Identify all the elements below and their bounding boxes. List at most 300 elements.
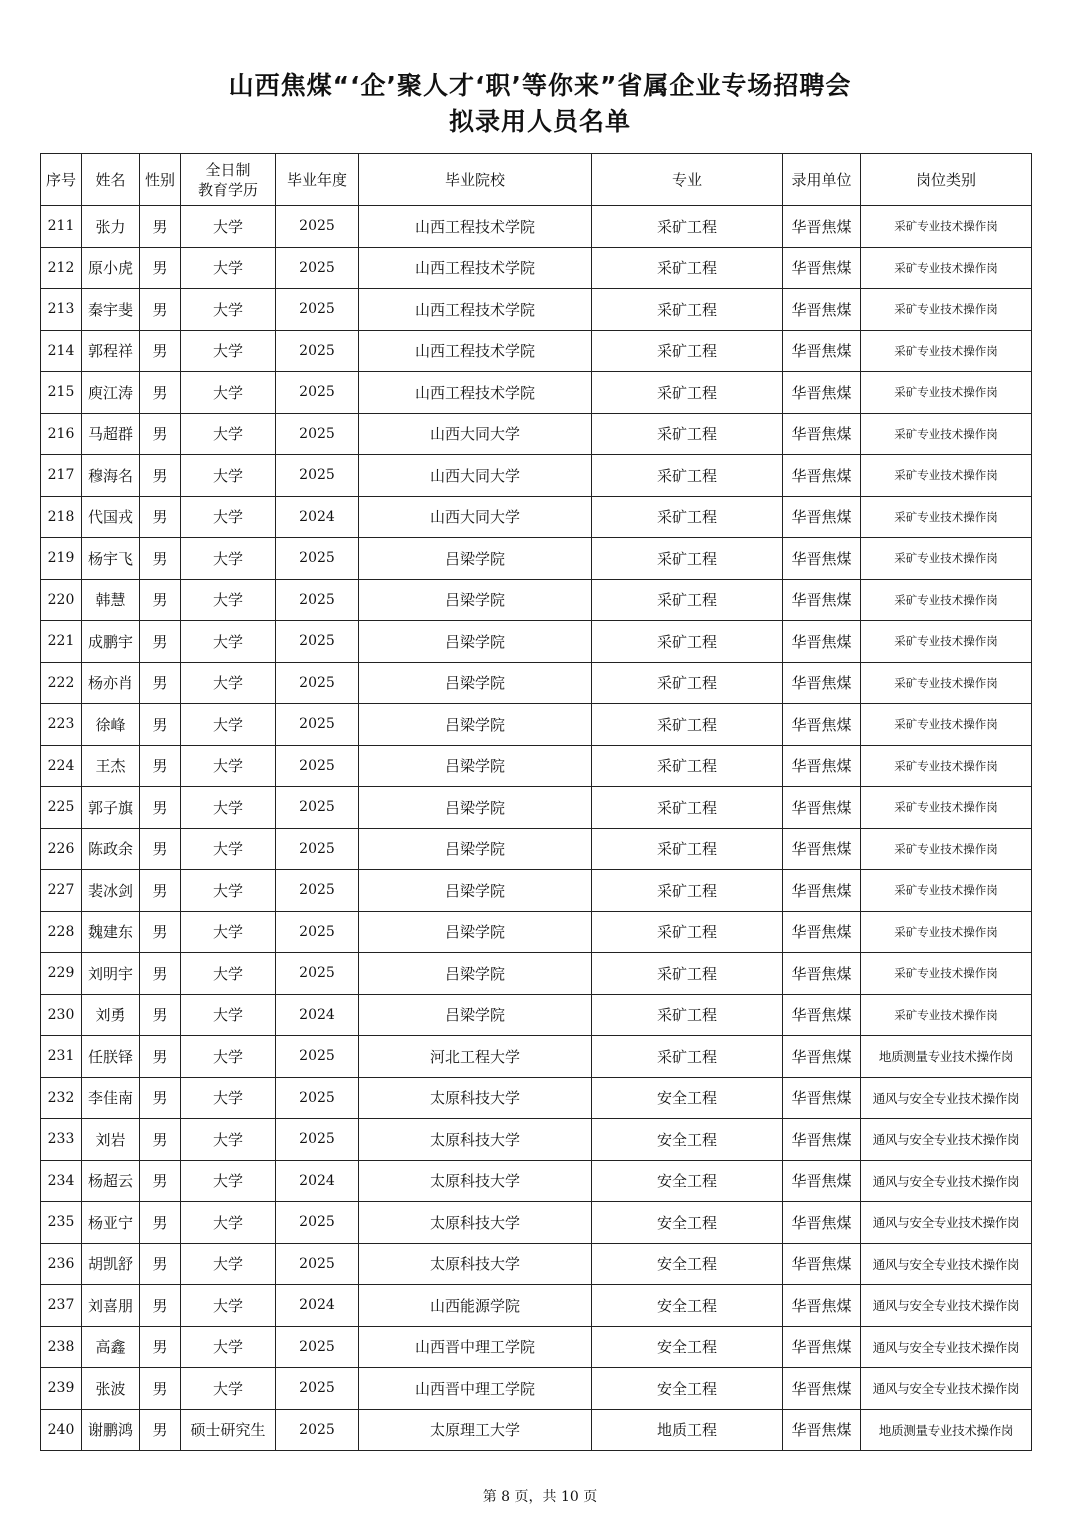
cell-seq: 221 [41, 621, 82, 663]
cell-school: 太原科技大学 [359, 1202, 592, 1244]
cell-gender: 男 [140, 247, 181, 289]
table-row [41, 621, 1032, 663]
cell-post: 采矿专业技术操作岗 [861, 538, 1032, 580]
cell-seq: 229 [41, 953, 82, 995]
cell-major: 安全工程 [592, 1119, 783, 1161]
cell-seq: 232 [41, 1077, 82, 1119]
cell-unit: 华晋焦煤 [783, 206, 861, 248]
cell-gender: 男 [140, 538, 181, 580]
cell-gender: 男 [140, 206, 181, 248]
cell-seq: 224 [41, 745, 82, 787]
cell-major: 采矿工程 [592, 953, 783, 995]
cell-seq: 240 [41, 1409, 82, 1451]
cell-major: 地质工程 [592, 1409, 783, 1451]
cell-post: 地质测量专业技术操作岗 [861, 1036, 1032, 1078]
cell-school: 太原科技大学 [359, 1160, 592, 1202]
cell-education: 大学 [181, 455, 276, 497]
cell-year: 2025 [276, 247, 359, 289]
cell-school: 吕梁学院 [359, 538, 592, 580]
cell-school: 太原理工大学 [359, 1409, 592, 1451]
cell-seq: 218 [41, 496, 82, 538]
cell-school: 山西大同大学 [359, 496, 592, 538]
cell-gender: 男 [140, 579, 181, 621]
cell-name: 刘勇 [82, 994, 140, 1036]
cell-seq: 239 [41, 1368, 82, 1410]
cell-education: 大学 [181, 330, 276, 372]
cell-education: 大学 [181, 206, 276, 248]
cell-seq: 238 [41, 1326, 82, 1368]
cell-post: 采矿专业技术操作岗 [861, 496, 1032, 538]
cell-major: 安全工程 [592, 1326, 783, 1368]
col-header-seq: 序号 [41, 154, 82, 206]
cell-school: 山西工程技术学院 [359, 247, 592, 289]
cell-seq: 237 [41, 1285, 82, 1327]
cell-name: 杨亚宁 [82, 1202, 140, 1244]
cell-education: 大学 [181, 745, 276, 787]
cell-gender: 男 [140, 455, 181, 497]
cell-school: 吕梁学院 [359, 787, 592, 829]
cell-education: 大学 [181, 372, 276, 414]
cell-post: 采矿专业技术操作岗 [861, 579, 1032, 621]
cell-major: 安全工程 [592, 1077, 783, 1119]
table-row [41, 206, 1032, 248]
cell-school: 吕梁学院 [359, 953, 592, 995]
cell-post: 通风与安全专业技术操作岗 [861, 1285, 1032, 1327]
cell-school: 太原科技大学 [359, 1243, 592, 1285]
cell-seq: 231 [41, 1036, 82, 1078]
cell-post: 通风与安全专业技术操作岗 [861, 1243, 1032, 1285]
cell-seq: 217 [41, 455, 82, 497]
cell-post: 通风与安全专业技术操作岗 [861, 1368, 1032, 1410]
cell-name: 谢鹏鸿 [82, 1409, 140, 1451]
cell-major: 采矿工程 [592, 787, 783, 829]
table-row [41, 579, 1032, 621]
cell-post: 采矿专业技术操作岗 [861, 372, 1032, 414]
cell-name: 庾江涛 [82, 372, 140, 414]
cell-gender: 男 [140, 372, 181, 414]
table-row [41, 372, 1032, 414]
table-row [41, 870, 1032, 912]
cell-year: 2025 [276, 870, 359, 912]
cell-gender: 男 [140, 289, 181, 331]
cell-major: 采矿工程 [592, 911, 783, 953]
cell-education: 大学 [181, 911, 276, 953]
cell-seq: 225 [41, 787, 82, 829]
cell-post: 采矿专业技术操作岗 [861, 994, 1032, 1036]
cell-education: 大学 [181, 787, 276, 829]
cell-gender: 男 [140, 828, 181, 870]
cell-school: 山西晋中理工学院 [359, 1326, 592, 1368]
cell-unit: 华晋焦煤 [783, 787, 861, 829]
cell-gender: 男 [140, 787, 181, 829]
cell-name: 裴冰剑 [82, 870, 140, 912]
cell-post: 采矿专业技术操作岗 [861, 870, 1032, 912]
cell-unit: 华晋焦煤 [783, 1326, 861, 1368]
cell-name: 韩慧 [82, 579, 140, 621]
cell-post: 采矿专业技术操作岗 [861, 953, 1032, 995]
table-row [41, 745, 1032, 787]
cell-seq: 228 [41, 911, 82, 953]
cell-year: 2024 [276, 994, 359, 1036]
cell-unit: 华晋焦煤 [783, 372, 861, 414]
col-header-major: 专业 [592, 154, 783, 206]
cell-school: 山西能源学院 [359, 1285, 592, 1327]
cell-year: 2025 [276, 1368, 359, 1410]
cell-gender: 男 [140, 1285, 181, 1327]
cell-seq: 220 [41, 579, 82, 621]
cell-major: 采矿工程 [592, 704, 783, 746]
cell-education: 大学 [181, 953, 276, 995]
table-row [41, 1326, 1032, 1368]
cell-school: 吕梁学院 [359, 579, 592, 621]
cell-gender: 男 [140, 330, 181, 372]
cell-post: 采矿专业技术操作岗 [861, 330, 1032, 372]
cell-year: 2025 [276, 1243, 359, 1285]
cell-name: 刘喜朋 [82, 1285, 140, 1327]
table-row [41, 330, 1032, 372]
cell-education: 大学 [181, 1160, 276, 1202]
cell-unit: 华晋焦煤 [783, 1409, 861, 1451]
cell-seq: 211 [41, 206, 82, 248]
cell-major: 安全工程 [592, 1202, 783, 1244]
cell-year: 2025 [276, 1036, 359, 1078]
cell-school: 吕梁学院 [359, 621, 592, 663]
cell-school: 吕梁学院 [359, 911, 592, 953]
cell-major: 采矿工程 [592, 828, 783, 870]
cell-major: 采矿工程 [592, 621, 783, 663]
cell-education: 大学 [181, 870, 276, 912]
cell-education: 大学 [181, 289, 276, 331]
col-header-school: 毕业院校 [359, 154, 592, 206]
cell-name: 秦宇斐 [82, 289, 140, 331]
cell-name: 代国戎 [82, 496, 140, 538]
cell-name: 郭子旗 [82, 787, 140, 829]
cell-school: 吕梁学院 [359, 870, 592, 912]
cell-post: 通风与安全专业技术操作岗 [861, 1326, 1032, 1368]
cell-name: 成鹏宇 [82, 621, 140, 663]
cell-name: 高鑫 [82, 1326, 140, 1368]
cell-unit: 华晋焦煤 [783, 1160, 861, 1202]
cell-seq: 226 [41, 828, 82, 870]
cell-post: 采矿专业技术操作岗 [861, 413, 1032, 455]
cell-unit: 华晋焦煤 [783, 704, 861, 746]
table-row [41, 1036, 1032, 1078]
cell-gender: 男 [140, 1119, 181, 1161]
document-subtitle: 拟录用人员名单 [448, 107, 631, 136]
cell-unit: 华晋焦煤 [783, 911, 861, 953]
cell-education: 大学 [181, 1243, 276, 1285]
cell-education: 大学 [181, 662, 276, 704]
cell-name: 刘明宇 [82, 953, 140, 995]
cell-year: 2025 [276, 745, 359, 787]
table-row [41, 828, 1032, 870]
cell-seq: 214 [41, 330, 82, 372]
col-header-name: 姓名 [82, 154, 140, 206]
cell-post: 通风与安全专业技术操作岗 [861, 1160, 1032, 1202]
cell-major: 采矿工程 [592, 1036, 783, 1078]
cell-major: 采矿工程 [592, 413, 783, 455]
cell-major: 采矿工程 [592, 538, 783, 580]
cell-post: 采矿专业技术操作岗 [861, 662, 1032, 704]
cell-gender: 男 [140, 496, 181, 538]
cell-seq: 234 [41, 1160, 82, 1202]
cell-gender: 男 [140, 662, 181, 704]
table-header-row [41, 154, 1032, 206]
cell-gender: 男 [140, 621, 181, 663]
cell-seq: 222 [41, 662, 82, 704]
cell-year: 2025 [276, 704, 359, 746]
cell-school: 吕梁学院 [359, 704, 592, 746]
hiring-list-table [40, 153, 1032, 1451]
cell-unit: 华晋焦煤 [783, 1077, 861, 1119]
cell-major: 采矿工程 [592, 206, 783, 248]
cell-name: 张波 [82, 1368, 140, 1410]
table-row [41, 1368, 1032, 1410]
table-row [41, 1409, 1032, 1451]
col-header-education-line2: 教育学历 [197, 180, 258, 199]
cell-unit: 华晋焦煤 [783, 953, 861, 995]
cell-post: 采矿专业技术操作岗 [861, 206, 1032, 248]
cell-education: 大学 [181, 1202, 276, 1244]
col-header-year: 毕业年度 [276, 154, 359, 206]
table-row [41, 787, 1032, 829]
table-row [41, 455, 1032, 497]
table-row [41, 1243, 1032, 1285]
cell-major: 采矿工程 [592, 870, 783, 912]
cell-gender: 男 [140, 413, 181, 455]
cell-name: 郭程祥 [82, 330, 140, 372]
cell-major: 安全工程 [592, 1160, 783, 1202]
cell-education: 大学 [181, 704, 276, 746]
cell-unit: 华晋焦煤 [783, 621, 861, 663]
cell-education: 硕士研究生 [181, 1409, 276, 1451]
cell-gender: 男 [140, 1160, 181, 1202]
cell-seq: 236 [41, 1243, 82, 1285]
cell-name: 王杰 [82, 745, 140, 787]
cell-year: 2025 [276, 330, 359, 372]
cell-post: 采矿专业技术操作岗 [861, 289, 1032, 331]
cell-year: 2025 [276, 289, 359, 331]
cell-year: 2025 [276, 1202, 359, 1244]
cell-unit: 华晋焦煤 [783, 455, 861, 497]
cell-major: 安全工程 [592, 1285, 783, 1327]
cell-name: 杨宇飞 [82, 538, 140, 580]
cell-major: 安全工程 [592, 1243, 783, 1285]
cell-education: 大学 [181, 1368, 276, 1410]
table-row [41, 953, 1032, 995]
cell-name: 原小虎 [82, 247, 140, 289]
cell-seq: 213 [41, 289, 82, 331]
table-row [41, 1202, 1032, 1244]
cell-name: 张力 [82, 206, 140, 248]
cell-year: 2024 [276, 1285, 359, 1327]
table-row [41, 1285, 1032, 1327]
col-header-gender: 性别 [140, 154, 181, 206]
cell-post: 通风与安全专业技术操作岗 [861, 1119, 1032, 1161]
cell-education: 大学 [181, 1077, 276, 1119]
cell-post: 采矿专业技术操作岗 [861, 745, 1032, 787]
cell-school: 山西晋中理工学院 [359, 1368, 592, 1410]
cell-gender: 男 [140, 1326, 181, 1368]
cell-major: 采矿工程 [592, 662, 783, 704]
cell-post: 采矿专业技术操作岗 [861, 247, 1032, 289]
cell-gender: 男 [140, 911, 181, 953]
cell-unit: 华晋焦煤 [783, 289, 861, 331]
cell-post: 采矿专业技术操作岗 [861, 787, 1032, 829]
cell-gender: 男 [140, 994, 181, 1036]
cell-unit: 华晋焦煤 [783, 745, 861, 787]
cell-year: 2025 [276, 1119, 359, 1161]
cell-unit: 华晋焦煤 [783, 496, 861, 538]
cell-seq: 212 [41, 247, 82, 289]
cell-name: 穆海名 [82, 455, 140, 497]
cell-seq: 235 [41, 1202, 82, 1244]
table-row [41, 289, 1032, 331]
cell-school: 山西工程技术学院 [359, 372, 592, 414]
document-title: 山西焦煤“‘企’聚人才‘职’等你来”省属企业专场招聘会 [228, 71, 852, 100]
cell-gender: 男 [140, 1202, 181, 1244]
cell-year: 2025 [276, 911, 359, 953]
cell-name: 徐峰 [82, 704, 140, 746]
cell-education: 大学 [181, 1119, 276, 1161]
cell-unit: 华晋焦煤 [783, 1285, 861, 1327]
cell-school: 吕梁学院 [359, 662, 592, 704]
cell-unit: 华晋焦煤 [783, 870, 861, 912]
cell-school: 吕梁学院 [359, 745, 592, 787]
table-row [41, 496, 1032, 538]
cell-year: 2025 [276, 1326, 359, 1368]
cell-education: 大学 [181, 828, 276, 870]
table-row [41, 1160, 1032, 1202]
cell-year: 2025 [276, 413, 359, 455]
cell-major: 采矿工程 [592, 579, 783, 621]
cell-major: 采矿工程 [592, 496, 783, 538]
cell-post: 采矿专业技术操作岗 [861, 828, 1032, 870]
cell-seq: 219 [41, 538, 82, 580]
cell-year: 2024 [276, 496, 359, 538]
cell-education: 大学 [181, 1036, 276, 1078]
cell-unit: 华晋焦煤 [783, 330, 861, 372]
cell-education: 大学 [181, 1285, 276, 1327]
cell-name: 刘岩 [82, 1119, 140, 1161]
cell-gender: 男 [140, 745, 181, 787]
cell-education: 大学 [181, 538, 276, 580]
cell-year: 2025 [276, 662, 359, 704]
cell-seq: 230 [41, 994, 82, 1036]
cell-post: 采矿专业技术操作岗 [861, 911, 1032, 953]
cell-school: 山西工程技术学院 [359, 206, 592, 248]
cell-major: 安全工程 [592, 1368, 783, 1410]
cell-school: 太原科技大学 [359, 1119, 592, 1161]
cell-education: 大学 [181, 496, 276, 538]
cell-school: 山西大同大学 [359, 413, 592, 455]
cell-year: 2025 [276, 372, 359, 414]
table-row [41, 1119, 1032, 1161]
cell-education: 大学 [181, 994, 276, 1036]
table-row [41, 413, 1032, 455]
cell-year: 2025 [276, 828, 359, 870]
cell-major: 采矿工程 [592, 247, 783, 289]
cell-unit: 华晋焦煤 [783, 994, 861, 1036]
cell-year: 2025 [276, 787, 359, 829]
table-row [41, 662, 1032, 704]
cell-post: 通风与安全专业技术操作岗 [861, 1202, 1032, 1244]
cell-education: 大学 [181, 579, 276, 621]
cell-year: 2024 [276, 1160, 359, 1202]
cell-year: 2025 [276, 1077, 359, 1119]
cell-unit: 华晋焦煤 [783, 413, 861, 455]
table-row [41, 994, 1032, 1036]
cell-name: 胡凯舒 [82, 1243, 140, 1285]
cell-gender: 男 [140, 1409, 181, 1451]
cell-school: 山西工程技术学院 [359, 330, 592, 372]
table-row [41, 911, 1032, 953]
cell-unit: 华晋焦煤 [783, 538, 861, 580]
cell-seq: 223 [41, 704, 82, 746]
cell-gender: 男 [140, 1077, 181, 1119]
cell-seq: 215 [41, 372, 82, 414]
col-header-education [181, 154, 276, 206]
cell-school: 河北工程大学 [359, 1036, 592, 1078]
col-header-unit: 录用单位 [783, 154, 861, 206]
cell-gender: 男 [140, 704, 181, 746]
cell-post: 采矿专业技术操作岗 [861, 621, 1032, 663]
cell-post: 地质测量专业技术操作岗 [861, 1409, 1032, 1451]
table-row [41, 1077, 1032, 1119]
cell-year: 2025 [276, 579, 359, 621]
cell-school: 吕梁学院 [359, 828, 592, 870]
cell-seq: 216 [41, 413, 82, 455]
table-row [41, 704, 1032, 746]
cell-unit: 华晋焦煤 [783, 1202, 861, 1244]
cell-gender: 男 [140, 870, 181, 912]
cell-year: 2025 [276, 538, 359, 580]
cell-post: 通风与安全专业技术操作岗 [861, 1077, 1032, 1119]
cell-education: 大学 [181, 621, 276, 663]
cell-unit: 华晋焦煤 [783, 828, 861, 870]
cell-unit: 华晋焦煤 [783, 1243, 861, 1285]
cell-name: 任朕铎 [82, 1036, 140, 1078]
cell-unit: 华晋焦煤 [783, 1036, 861, 1078]
cell-gender: 男 [140, 1243, 181, 1285]
cell-education: 大学 [181, 413, 276, 455]
cell-education: 大学 [181, 1326, 276, 1368]
cell-unit: 华晋焦煤 [783, 662, 861, 704]
cell-year: 2025 [276, 455, 359, 497]
cell-school: 山西大同大学 [359, 455, 592, 497]
cell-major: 采矿工程 [592, 330, 783, 372]
cell-unit: 华晋焦煤 [783, 247, 861, 289]
cell-school: 太原科技大学 [359, 1077, 592, 1119]
col-header-post: 岗位类别 [861, 154, 1032, 206]
cell-unit: 华晋焦煤 [783, 579, 861, 621]
cell-gender: 男 [140, 1368, 181, 1410]
col-header-education-line1: 全日制 [205, 160, 251, 179]
cell-year: 2025 [276, 953, 359, 995]
cell-name: 陈政余 [82, 828, 140, 870]
cell-major: 采矿工程 [592, 455, 783, 497]
cell-year: 2025 [276, 206, 359, 248]
cell-major: 采矿工程 [592, 745, 783, 787]
cell-name: 魏建东 [82, 911, 140, 953]
cell-gender: 男 [140, 953, 181, 995]
table-row [41, 247, 1032, 289]
cell-post: 采矿专业技术操作岗 [861, 704, 1032, 746]
cell-major: 采矿工程 [592, 372, 783, 414]
cell-education: 大学 [181, 247, 276, 289]
cell-school: 吕梁学院 [359, 994, 592, 1036]
cell-name: 杨超云 [82, 1160, 140, 1202]
